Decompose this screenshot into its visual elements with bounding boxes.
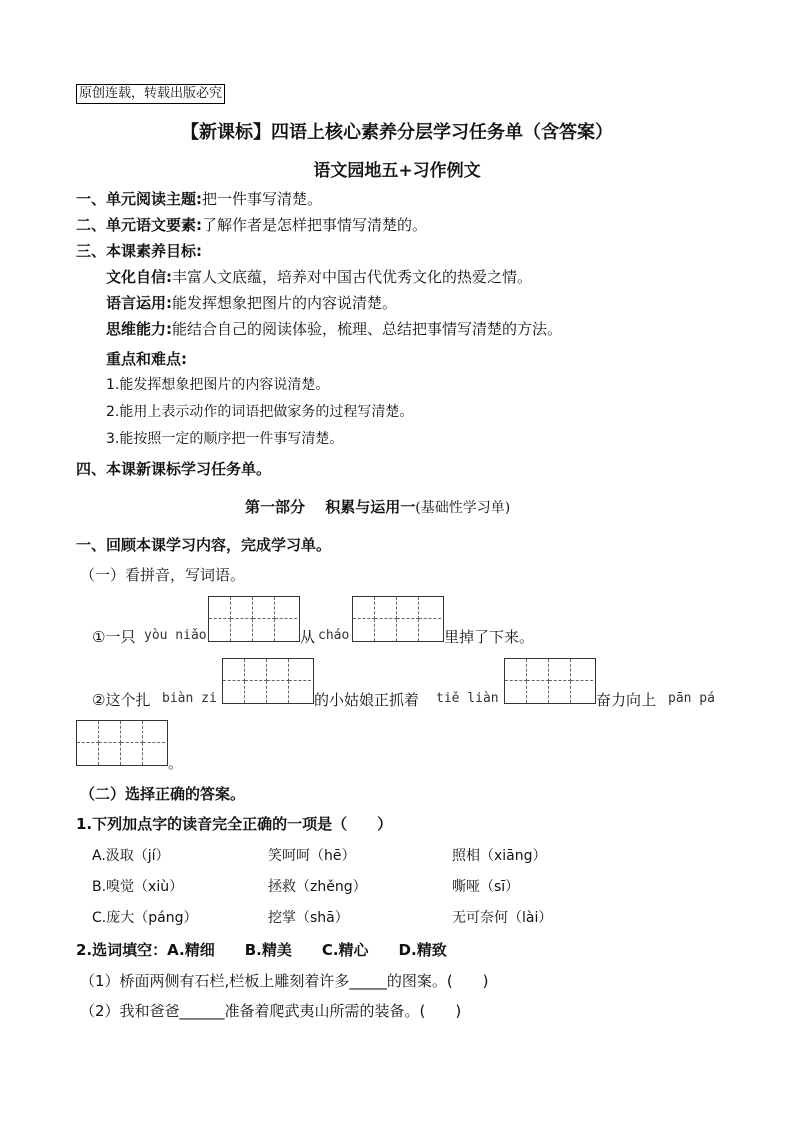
line2-pinyin-2: tiě liàn xyxy=(436,691,499,706)
unit-theme-label: 一、单元阅读主题: xyxy=(76,190,202,208)
task-sheet-heading: 四、本课新课标学习任务单。 xyxy=(76,460,272,478)
option-a-1: A.汲取（jí） xyxy=(92,848,170,864)
key-point-2: 2.能用上表示动作的词语把做家务的过程写清楚。 xyxy=(106,404,414,420)
option-a-3: 照相（xiāng） xyxy=(452,848,547,864)
part-one-subtitle: (基础性学习单) xyxy=(415,500,511,516)
tianzige-box-1[interactable] xyxy=(208,596,300,642)
line1-text-a: ①一只 xyxy=(92,628,136,646)
line1-pinyin-2: cháo xyxy=(318,628,350,643)
option-b-2: 拯救（zhěng） xyxy=(268,879,367,895)
key-point-3: 3.能按照一定的顺序把一件事写清楚。 xyxy=(106,431,344,447)
goal-culture-text: 丰富人文底蕴，培养对中国古代优秀文化的热爱之情。 xyxy=(172,268,533,286)
tianzige-box-5[interactable] xyxy=(76,720,168,766)
goal-culture-label: 文化自信: xyxy=(106,268,172,286)
key-point-1: 1.能发挥想象把图片的内容说清楚。 xyxy=(106,377,330,393)
unit-element-label: 二、单元语文要素: xyxy=(76,216,202,234)
option-b-1: B.嗅觉（xiù） xyxy=(92,879,184,895)
part-one-heading xyxy=(245,496,510,517)
unit-theme-text: 把一件事写清楚。 xyxy=(202,190,323,208)
goal-thinking-label: 思维能力: xyxy=(106,320,172,338)
tianzige-box-2[interactable] xyxy=(352,596,444,642)
question-2-part-1: （1）桥面两侧有石栏,栏板上雕刻着许多_____的图案。( ) xyxy=(80,972,489,990)
question-2-part-2: （2）我和爸爸______准备着爬武夷山所需的装备。( ) xyxy=(80,1002,462,1020)
part-one-title: 第一部分 积累与运用一 xyxy=(245,498,416,516)
unit-element xyxy=(76,214,427,235)
goal-language xyxy=(106,292,397,313)
option-c-2: 挖掌（shā） xyxy=(268,910,349,926)
goal-thinking xyxy=(106,318,562,339)
option-a-2: 笑呵呵（hē） xyxy=(268,848,356,864)
line1-text-c: 里掉了下来。 xyxy=(444,628,535,646)
line2-text-a: ②这个扎 xyxy=(92,691,151,709)
tianzige-box-3[interactable] xyxy=(222,658,314,704)
section-pinyin: （一）看拼音，写词语。 xyxy=(80,566,246,584)
goals-heading: 三、本课素养目标: xyxy=(76,242,202,260)
option-c-1: C.庞大（páng） xyxy=(92,910,198,926)
line2-text-b: 的小姑娘正抓着 xyxy=(314,691,420,709)
question-2: 2.选词填空：A.精细 B.精美 C.精心 D.精致 xyxy=(76,941,447,959)
unit-element-text: 了解作者是怎样把事情写清楚的。 xyxy=(202,216,428,234)
goal-thinking-text: 能结合自己的阅读体验，梳理、总结把事情写清楚的方法。 xyxy=(172,320,563,338)
copyright-stamp: 原创连载，转载出版必究 xyxy=(76,84,225,104)
line2-text-c: 奋力向上 xyxy=(596,691,657,709)
option-b-3: 嘶哑（sī） xyxy=(452,879,520,895)
key-points-heading: 重点和难点: xyxy=(106,350,187,368)
goal-language-text: 能发挥想象把图片的内容说清楚。 xyxy=(172,294,398,312)
question-1: 1.下列加点字的读音完全正确的一项是（ ） xyxy=(76,815,393,833)
unit-theme xyxy=(76,188,322,209)
line3-period: 。 xyxy=(168,754,184,772)
tianzige-box-4[interactable] xyxy=(504,658,596,704)
line2-pinyin-3: pān pá xyxy=(668,691,715,706)
review-heading: 一、回顾本课学习内容，完成学习单。 xyxy=(76,536,332,554)
page-title: 【新课标】四语上核心素养分层学习任务单（含答案） xyxy=(181,122,613,143)
line1-pinyin-1: yòu niǎo xyxy=(144,628,207,643)
page-subtitle: 语文园地五+习作例文 xyxy=(313,161,481,181)
line2-pinyin-1: biàn zi xyxy=(162,691,217,706)
goal-culture xyxy=(106,266,532,287)
line1-text-b: 从 xyxy=(300,628,316,646)
section-choose: （二）选择正确的答案。 xyxy=(80,785,246,803)
option-c-3: 无可奈何（lài） xyxy=(452,910,553,926)
goal-language-label: 语言运用: xyxy=(106,294,172,312)
